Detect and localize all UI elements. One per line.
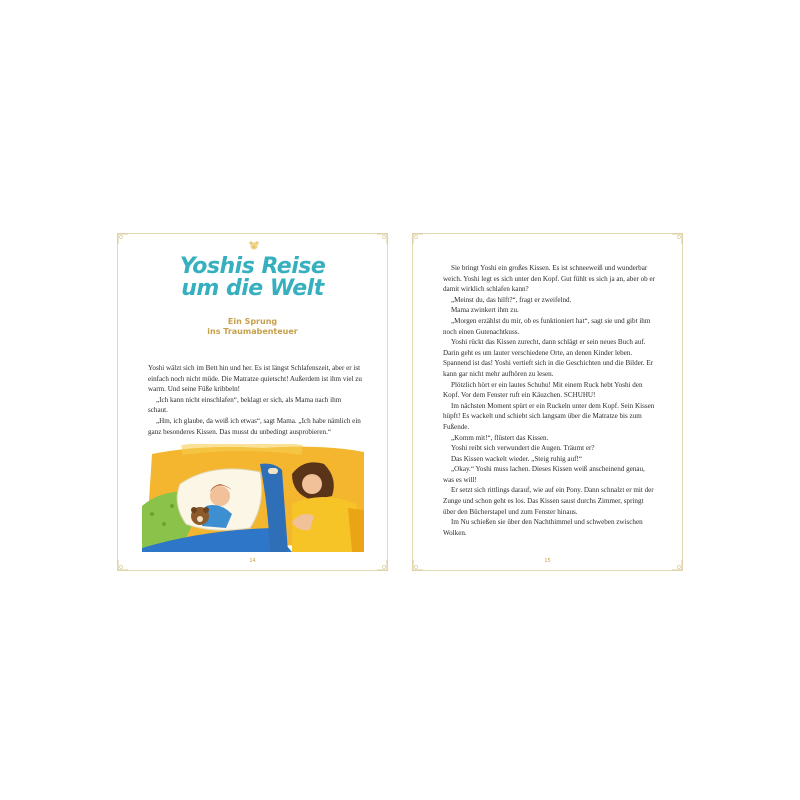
left-page — [117, 233, 388, 571]
paragraph: „Ich kann nicht einschlafen“, beklagt er sich, als Mama nach ihm schaut. — [148, 395, 342, 415]
left-body-text — [148, 363, 362, 437]
paragraph: „Meinst du, das hilft?“, fragt er zweifelnd. — [451, 295, 572, 304]
corner-ornament-icon — [412, 233, 424, 245]
right-body-text — [443, 263, 657, 538]
paragraph: Yoshi rückt das Kissen zurecht, dann schlägt er sein neues Buch auf. Darin geht es um lauter verschiedene Orte, an denen Kinder leben. Spannend ist das! Yoshi vertieft sich in die Geschichten und die Bilder. Er kann gar nicht mehr aufhören zu lesen. — [443, 338, 654, 378]
paragraph: Mama zwinkert ihm zu. — [451, 306, 519, 315]
corner-ornament-icon — [671, 233, 683, 245]
corner-ornament-icon — [376, 233, 388, 245]
chapter-subtitle: Ein Sprung ins Traumabenteuer — [207, 317, 298, 336]
paragraph: Yoshi reibt sich verwundert die Augen. Träumt er? — [451, 444, 595, 453]
teddy-bear-icon — [248, 239, 260, 251]
bedtime-illustration — [142, 444, 368, 552]
paragraph: „Hm, ich glaube, da weiß ich etwas“, sagt Mama. „Ich habe nämlich ein ganz besonderes Kissen. Das musst du unbedingt ausprobieren.“ — [148, 416, 361, 436]
paragraph: Sie bringt Yoshi ein großes Kissen. Es ist schneeweiß und wunderbar weich. Yoshi legt es sich unter den Kopf. Gut fühlt es sich ja an, aber ob er damit wirklich schlafen kann? — [443, 264, 655, 294]
paragraph: „Okay.“ Yoshi muss lachen. Dieses Kissen weiß anscheinend genau, was es will! — [443, 465, 645, 484]
book-title: Yoshis Reise um die Welt — [179, 254, 326, 301]
right-page — [412, 233, 683, 571]
paragraph: „Komm mit!“, flüstert das Kissen. — [451, 433, 549, 442]
paragraph: Das Kissen wackelt wieder. „Steig ruhig auf!“ — [451, 454, 582, 463]
paragraph: Im nächsten Moment spürt er ein Ruckeln unter dem Kopf. Sein Kissen hüpft! Es wackelt und schiebt sich langsam über die Matratze bis zum Fußende. — [443, 401, 655, 431]
paragraph: Im Nu schießen sie über den Nachthimmel und schweben zwischen Wolken. — [443, 518, 643, 537]
corner-ornament-icon — [117, 233, 129, 245]
paragraph: Er setzt sich rittlings darauf, wie auf ein Pony. Dann schnalzt er mit der Zunge und schon geht es los. Das Kissen saust durchs Zimmer, springt über den Bücherstapel und zum Fenster hinaus. — [443, 486, 654, 516]
paragraph: „Morgen erzählst du mir, ob es funktioniert hat“, sagt sie und gibt ihm noch einen Gutenachtkuss. — [443, 316, 651, 336]
page-number: 14 — [249, 558, 256, 564]
paragraph: Yoshi wälzt sich im Bett hin und her. Es ist längst Schlafenszeit, aber er ist einfach noch nicht müde. Die Matratze quietscht! Außerdem ist ihm viel zu warm. Und seine Füße kribbeln! — [148, 364, 362, 394]
page-number: 15 — [544, 558, 551, 564]
paragraph: Plötzlich hört er ein lautes Schuhu! Mit einem Ruck hebt Yoshi den Kopf. Vor dem Fenster ruft ein Käuzchen. SCHUHU! — [443, 380, 643, 400]
